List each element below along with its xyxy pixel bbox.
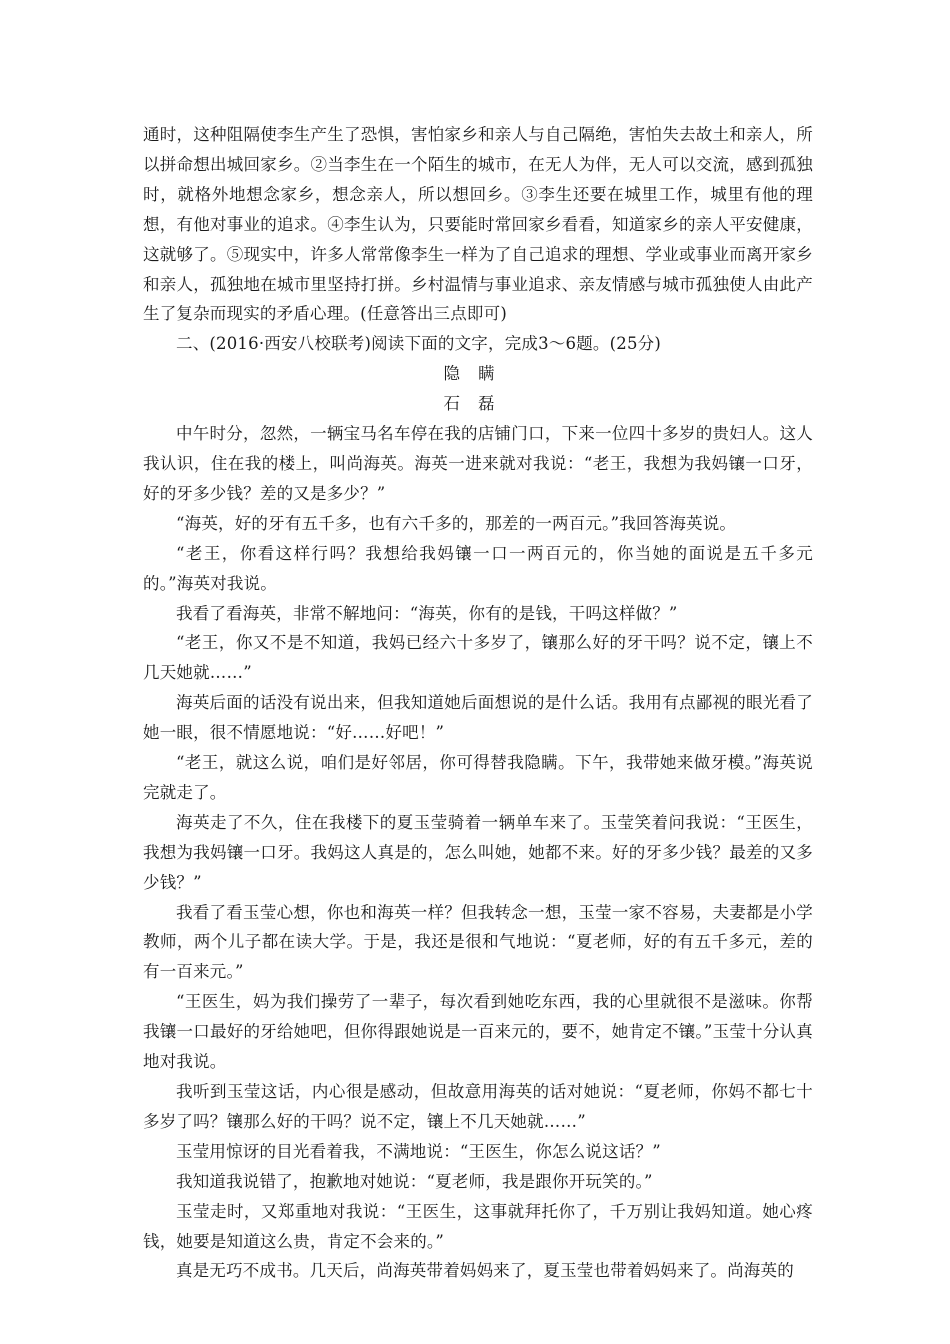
story-paragraph: “老王，就这么说，咱们是好邻居，你可得替我隐瞒。下午，我带她来做牙模。”海英说完就走了。 bbox=[143, 753, 813, 802]
story-paragraph: “海英，好的牙有五千多，也有六千多的，那差的一两百元。”我回答海英说。 bbox=[176, 513, 737, 533]
story-paragraph: “王医生，妈为我们操劳了一辈子，每次看到她吃东西，我的心里就很不是滋味。你帮我镶一口最好的牙给她吧，但你得跟她说是一百来元的，要不，她肯定不镶。”玉莹十分认真地对我说。 bbox=[143, 992, 813, 1072]
answer-paragraph: 通时，这种阻隔使李生产生了恐惧，害怕家乡和亲人与自己隔绝，害怕失去故土和亲人，所以拼命想出城回家乡。②当李生在一个陌生的城市，在无人为伴，无人可以交流，感到孤独时，就格外地想念家乡，想念亲人，所以想回乡。③李生还要在城里工作，城里有他的理想，有他对事业的追求。④李生认为，只要能时常回家乡看看，知道家乡的亲人平安健康，这就够了。⑤现实中，许多人常常像李生一样为了自己追求的理想、学业或事业而离开家乡和亲人，孤独地在城市里坚持打拼。乡村温情与事业追求、亲友情感与城市孤独使人由此产生了复杂而现实的矛盾心理。(任意答出三点即可) bbox=[143, 125, 813, 324]
story-author: 石磊 bbox=[443, 394, 513, 414]
story-paragraph: “老王，你看这样行吗？我想给我妈镶一口一两百元的，你当她的面说是五千多元的。”海英对我说。 bbox=[143, 543, 813, 593]
document-page bbox=[143, 120, 813, 1286]
story-paragraph: “老王，你又不是不知道，我妈已经六十多岁了，镶那么好的牙干吗？说不定，镶上不几天她就……” bbox=[143, 633, 813, 683]
story-paragraph: 我知道我说错了，抱歉地对她说：“夏老师，我是跟你开玩笑的。” bbox=[176, 1171, 653, 1191]
story-paragraph: 玉莹用惊讶的目光看着我，不满地说：“王医生，你怎么说这话？” bbox=[176, 1141, 661, 1161]
story-paragraph: 海英走了不久，住在我楼下的夏玉莹骑着一辆单车来了。玉莹笑着问我说：“王医生，我想为我妈镶一口牙。我妈这人真是的，怎么叫她，她都不来。好的牙多少钱？最差的又多少钱？” bbox=[143, 812, 813, 892]
story-paragraph: 我看了看玉莹心想，你也和海英一样？但我转念一想，玉莹一家不容易，夫妻都是小学教师，两个儿子都在读大学。于是，我还是很和气地说：“夏老师，好的有五千多元，差的有一百来元。” bbox=[143, 902, 813, 982]
story-paragraph: 玉莹走时，又郑重地对我说：“王医生，这事就拜托你了，千万别让我妈知道。她心疼钱，她要是知道这么贵，肯定不会来的。” bbox=[143, 1201, 813, 1251]
story-paragraph: 中午时分，忽然，一辆宝马名车停在我的店铺门口，下来一位四十多岁的贵妇人。这人我认识，住在我的楼上，叫尚海英。海英一进来就对我说：“老王，我想为我妈镶一口牙，好的牙多少钱？差的又是多少？” bbox=[143, 424, 813, 503]
section-heading: 二、(2016·西安八校联考)阅读下面的文字，完成3～6题。(25分) bbox=[176, 334, 661, 354]
story-paragraph: 海英后面的话没有说出来，但我知道她后面想说的是什么话。我用有点鄙视的眼光看了她一眼，很不情愿地说：“好……好吧！” bbox=[143, 693, 813, 743]
story-paragraph: 我看了看海英，非常不解地问：“海英，你有的是钱，干吗这样做？” bbox=[176, 603, 678, 623]
story-paragraph: 我听到玉莹这话，内心很是感动，但故意用海英的话对她说：“夏老师，你妈不都七十多岁了吗？镶那么好的干吗？说不定，镶上不几天她就……” bbox=[143, 1082, 813, 1131]
story-title: 隐瞒 bbox=[443, 364, 513, 384]
story-paragraph: 真是无巧不成书。几天后，尚海英带着妈妈来了，夏玉莹也带着妈妈来了。尚海英的 bbox=[176, 1261, 794, 1281]
